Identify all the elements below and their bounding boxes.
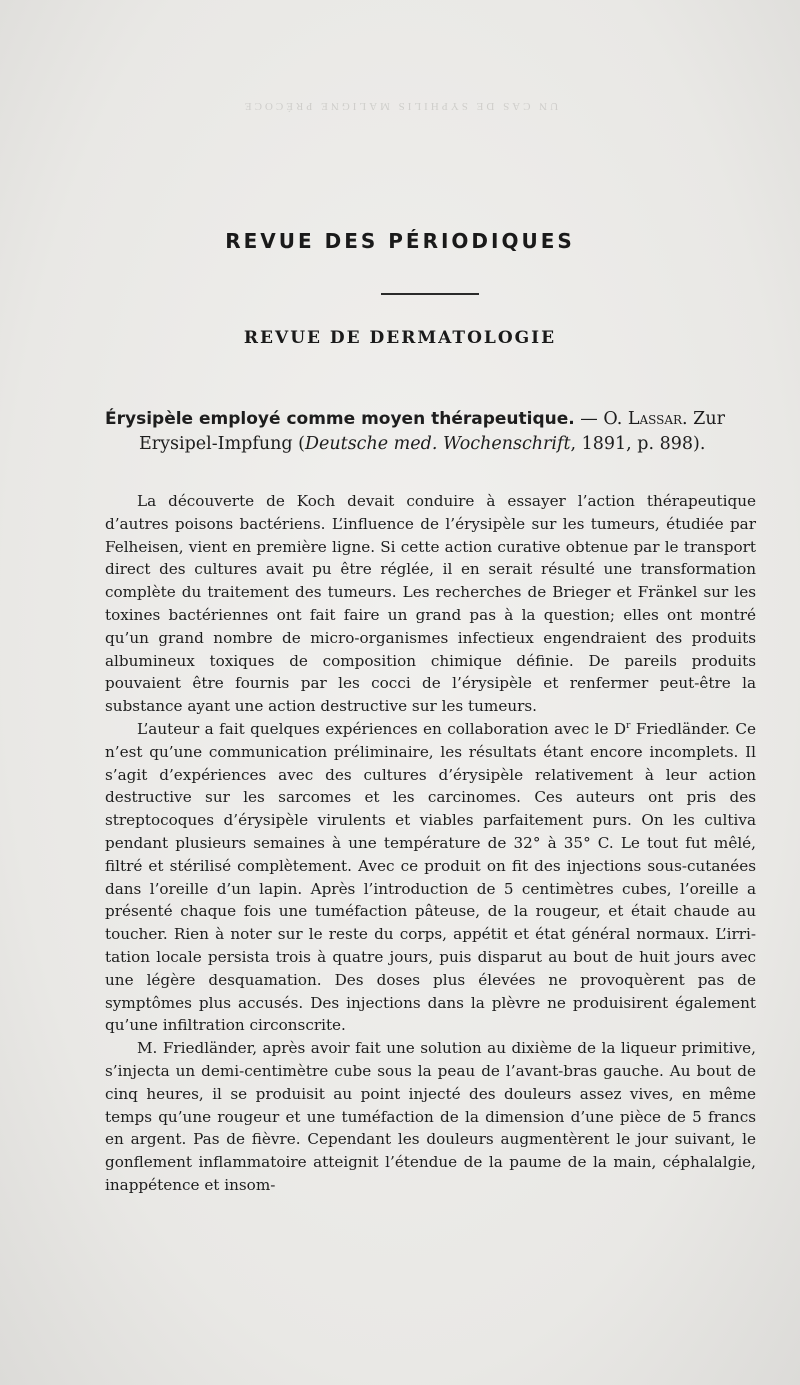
paragraph-2-lead: L’auteur a fait quelques expériences en collaboration avec le D bbox=[137, 719, 627, 738]
running-header-bleedthrough: UN CAS DE SYPHILIS MALIGNE PRÉCOCE bbox=[241, 100, 559, 112]
author-name: Lassar bbox=[627, 409, 683, 429]
citation-details: , 1891, p. 898). bbox=[570, 434, 706, 454]
article-title: Érysipèle employé comme moyen thérapeutique. bbox=[105, 409, 575, 429]
paragraph-2-rest: Friedländer. Ce n’est qu’une communication préliminaire, les résultats étant encore incomplets. Il s’agit d’expériences avec des cultures d’érysipèle relativement à leur action destructive sur les sarcomes et les carcinomes. Ces auteurs ont pris des streptocoques d’érysipèle virulents et viables parfaitement purs. On les cultiva pendant plusieurs semaines à une température de 32° à 35° C. Le tout fut mêlé, filtré et stérilisé complètement. Avec ce produit on fit des injections sous-cutanées dans l’oreille d’un lapin. Après l’introduction de 5 centimètres cubes, l’oreille a présenté chaque fois une tuméfaction pâteuse, de la rougeur, et était chaude au toucher. Rien à noter sur le reste du corps, appétit et état général normaux. L’irritation locale persista trois à quatre jours, puis disparut au bout de huit jours avec une légère desquamation. Des doses plus élevées ne provoquèrent pas de symptômes plus accusés. Des injections dans la plèvre ne produisirent également qu’une infiltration circonscrite. bbox=[105, 719, 757, 1035]
article-heading-line-1 bbox=[105, 407, 765, 432]
doctor-abbrev-superscript: r bbox=[626, 720, 631, 731]
section-heading: REVUE DE DERMATOLOGIE bbox=[243, 328, 557, 348]
section-divider bbox=[381, 293, 479, 295]
periodical-review-title: REVUE DES PÉRIODIQUES bbox=[225, 229, 575, 253]
article-heading bbox=[105, 407, 765, 457]
article-heading-line-2 bbox=[105, 432, 765, 457]
author-trailing: . Zur bbox=[682, 409, 725, 429]
author-initial: O. bbox=[603, 409, 628, 429]
article-body bbox=[105, 490, 756, 1197]
paragraph-1: La découverte de Koch devait conduire à essayer l’action thérapeutique d’autres poisons bactériens. L’influence de l’érysipèle sur les tumeurs, étudiée par Felheisen, vient en première ligne. Si cette action curative obtenue par le transport direct des cultures avait pu être réglée, il en serait résulté une transformation complète du traitement des tumeurs. Les recherches de Brieger et Fränkel sur les toxines bactériennes ont fait faire un grand pas à la question; elles ont montré qu’un grand nombre de micro-organismes infectieux engendraient des produits albumineux toxiques de composition chimique définie. De pareils produits pouvaient être fournis par les cocci de l’érysipèle et renfermer peut-être la substance ayant une action destructive sur les tumeurs. bbox=[105, 492, 756, 716]
journal-name: Deutsche med. Wochenschrift bbox=[305, 434, 571, 454]
paragraph-2 bbox=[105, 718, 756, 1037]
paragraph-3: M. Friedländer, après avoir fait une solution au dixième de la liqueur primitive, s’injecta un demi-centimètre cube sous la peau de l’avant-bras gauche. Au bout de cinq heures, il se produisit au point injecté des douleurs assez vives, en même temps qu’une rougeur et une tuméfaction de la dimension d’une pièce de 5 francs en argent. Pas de fièvre. Cependant les douleurs augmentèrent le jour suivant, le gonflement inflammatoire atteignit l’étendue de la paume de la main, céphalalgie, inappétence et insom- bbox=[105, 1039, 756, 1194]
heading-dash: — bbox=[574, 409, 604, 429]
german-title: Erysipel-Impfung ( bbox=[139, 434, 305, 454]
